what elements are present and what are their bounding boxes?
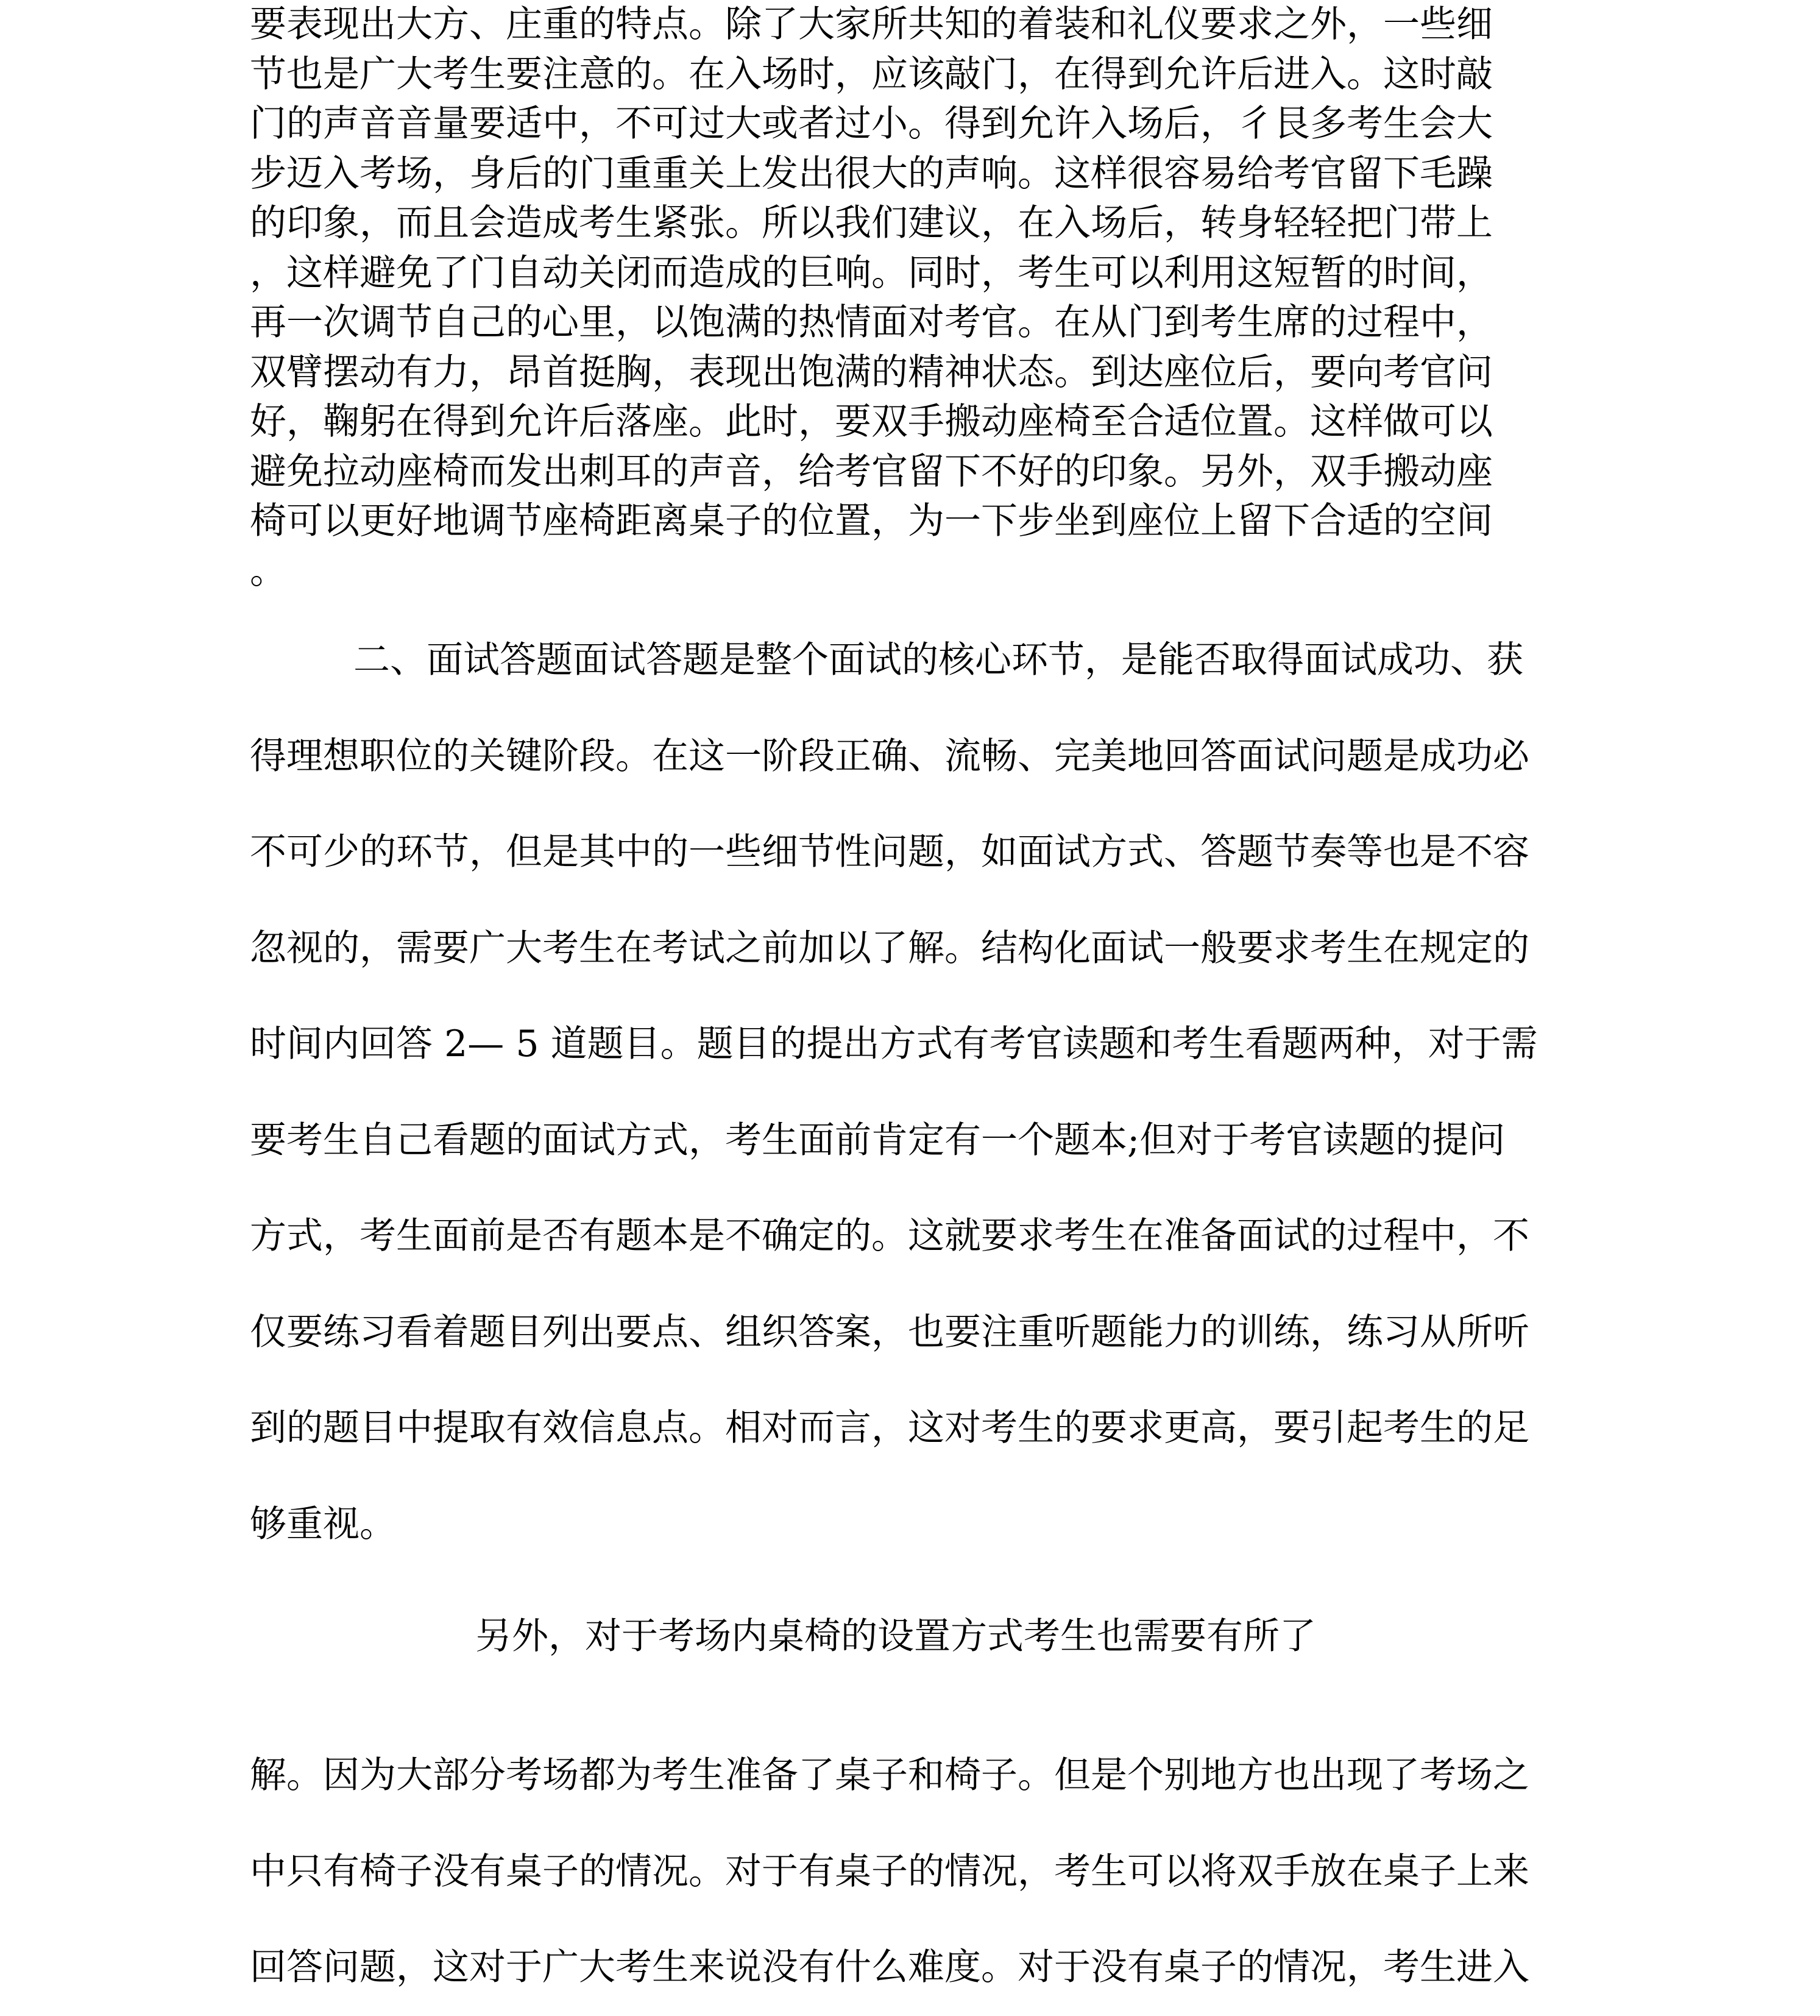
text-line: 要考生自己看题的面试方式，考生面前肯定有一个题本;但对于考官读题的提问 — [250, 1118, 1506, 1162]
text-line: 方式，考生面前是否有题本是不确定的。这就要求考生在准备面试的过程中，不 — [250, 1215, 1529, 1257]
text-line: 回答问题，这对于广大考生来说没有什么难度。对于没有桌子的情况，考生进入 — [250, 1946, 1529, 1989]
text-line: ，这样避免了门自动关闭而造成的巨响。同时，考生可以利用这短暂的时间， — [250, 251, 1493, 294]
text-line: 节也是广大考生要注意的。在入场时，应该敲门，在得到允许后进入。这时敲 — [250, 52, 1493, 96]
text-line: 。 — [250, 549, 286, 592]
text-line: 解。因为大部分考场都为考生准备了桌子和椅子。但是个别地方也出现了考场之 — [250, 1754, 1529, 1797]
text-line: 好，鞠躬在得到允许后落座。此时，要双手搬动座椅至合适位置。这样做可以 — [250, 400, 1493, 443]
text-line: 中只有椅子没有桌子的情况。对于有桌子的情况，考生可以将双手放在桌子上来 — [250, 1850, 1529, 1893]
text-line: 二、面试答题面试答题是整个面试的核心环节，是能否取得面试成功、获 — [353, 639, 1523, 681]
text-line: 要表现出大方、庄重的特点。除了大家所共知的着装和礼仪要求之外，一些细 — [250, 3, 1493, 46]
text-line: 仅要练习看着题目列出要点、组织答案，也要注重听题能力的训练，练习从所听 — [250, 1310, 1529, 1354]
text-line: 避免拉动座椅而发出刺耳的声音，给考官留下不好的印象。另外，双手搬动座 — [250, 450, 1493, 493]
paragraph-interview-answering — [250, 612, 1578, 1572]
text-line: 得理想职位的关键阶段。在这一阶段正确、流畅、完美地回答面试问题是成功必 — [250, 734, 1529, 778]
text-line: 另外，对于考场内桌椅的设置方式考生也需要有所了 — [475, 1615, 1316, 1658]
text-line: 时间内回答 2— 5 道题目。题目的提出方式有考官读题和考生看题两种，对于需 — [250, 1023, 1538, 1065]
text-line: 到的题目中提取有效信息点。相对而言，这对考生的要求更高，要引起考生的足 — [250, 1407, 1529, 1449]
paragraph-desk-setup-intro — [475, 1597, 1389, 1676]
text-line: 的印象，而且会造成考生紧张。所以我们建议，在入场后，转身轻轻把门带上 — [250, 202, 1493, 244]
text-line: 再一次调节自己的心里，以饱满的热情面对考官。在从门到考生席的过程中， — [250, 301, 1493, 344]
text-line: 门的声音音量要适中，不可过大或者过小。得到允许入场后，彳艮多考生会大 — [250, 102, 1493, 145]
text-line: 双臂摆动有力，昂首挺胸，表现出饱满的精神状态。到达座位后，要向考官问 — [250, 350, 1493, 394]
text-line: 椅可以更好地调节座椅距离桌子的位置，为一下步坐到座位上留下合适的空间 — [250, 500, 1493, 542]
paragraph-desk-setup — [250, 1728, 1578, 2016]
text-line: 步迈入考场，身后的门重重关上发出很大的声响。这样很容易给考官留下毛躁 — [250, 152, 1493, 195]
text-line: 够重视。 — [250, 1502, 396, 1546]
paragraph-entry-etiquette — [250, 0, 1578, 596]
text-line: 忽视的，需要广大考生在考试之前加以了解。结构化面试一般要求考生在规定的 — [250, 926, 1529, 970]
text-line: 不可少的环节，但是其中的一些细节性问题，如面试方式、答题节奏等也是不容 — [250, 831, 1529, 873]
